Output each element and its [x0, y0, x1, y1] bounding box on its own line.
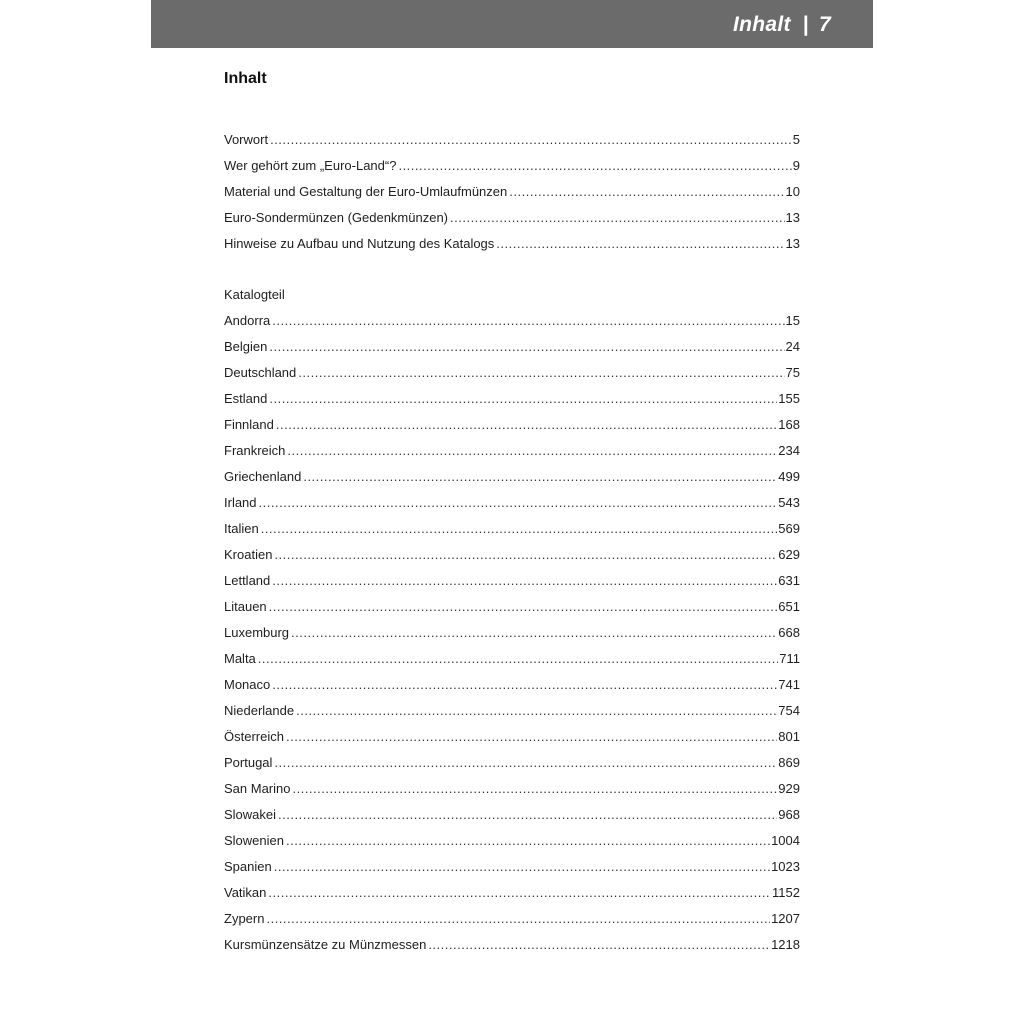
toc-entry	[224, 623, 800, 649]
toc-entry-page: 651	[778, 599, 800, 614]
toc-entry-page: 631	[778, 573, 800, 588]
toc-entry	[224, 363, 800, 389]
toc-entry-label: Lettland	[224, 573, 271, 588]
toc-entry	[224, 675, 800, 701]
toc-entry-leader	[298, 363, 784, 383]
toc-entry	[224, 337, 800, 363]
toc-entry-label: Kursmünzensätze zu Münzmessen	[224, 937, 427, 952]
toc-entry-leader	[509, 182, 784, 202]
toc-entry-leader	[274, 545, 777, 565]
toc-entry	[224, 545, 800, 571]
running-header-text	[733, 13, 831, 37]
toc-entry-label: Spanien	[224, 859, 272, 874]
toc-entry-leader	[269, 389, 777, 409]
toc-entry-page: 168	[778, 417, 800, 432]
toc-entry	[224, 779, 800, 805]
toc-entry-leader	[269, 337, 784, 357]
toc-entry	[224, 156, 800, 182]
toc-entry-page: 543	[778, 495, 800, 510]
toc-entry-page: 711	[779, 651, 800, 666]
toc-entry-page: 569	[778, 521, 800, 536]
toc-entry	[224, 441, 800, 467]
toc-entry-page: 24	[785, 339, 800, 354]
toc-entry-page: 1004	[771, 833, 800, 848]
toc-entry-page: 9	[792, 158, 800, 173]
toc-entry	[224, 415, 800, 441]
toc-intro-section	[224, 130, 800, 260]
toc-entry-label: Kroatien	[224, 547, 273, 562]
toc-entry-leader	[278, 805, 777, 825]
toc-entry	[224, 935, 800, 961]
toc-entry	[224, 805, 800, 831]
toc-entry-page: 1207	[771, 911, 800, 926]
toc-entry-page: 15	[785, 313, 800, 328]
toc-entry	[224, 519, 800, 545]
toc-entry-leader	[272, 675, 777, 695]
toc-entry	[224, 467, 800, 493]
toc-entry-label: Italien	[224, 521, 259, 536]
toc-entry-leader	[398, 156, 791, 176]
toc-entry-label: Irland	[224, 495, 257, 510]
toc-entry-label: Wer gehört zum „Euro-Land“?	[224, 158, 397, 173]
toc-catalog-section	[224, 285, 800, 961]
toc-entry-leader	[428, 935, 770, 955]
toc-entry	[224, 727, 800, 753]
toc-entry-label: Slowenien	[224, 833, 284, 848]
toc-entry-leader	[272, 311, 784, 331]
toc-entry-label: Andorra	[224, 313, 271, 328]
toc-entry-leader	[292, 779, 777, 799]
toc-entry-leader	[266, 909, 770, 929]
toc-entry-page: 1023	[771, 859, 800, 874]
toc-entry-label: Slowakei	[224, 807, 277, 822]
toc-entry-page: 869	[778, 755, 800, 770]
toc-entry-label: Vatikan	[224, 885, 267, 900]
running-header-page-number: 7	[819, 13, 831, 36]
toc-entry-label: Malta	[224, 651, 256, 666]
toc-entry-label: Euro-Sondermünzen (Gedenkmünzen)	[224, 210, 449, 225]
running-header-separator: |	[802, 13, 810, 36]
toc-entry-leader	[274, 753, 777, 773]
toc-entry-page: 754	[778, 703, 800, 718]
toc-entry-leader	[296, 701, 777, 721]
toc-entry-leader	[261, 519, 778, 539]
toc-entry-page: 1152	[772, 885, 800, 900]
toc-entry-page: 13	[785, 236, 800, 251]
toc-entry-page: 75	[785, 365, 800, 380]
toc-entry-page: 234	[778, 443, 800, 458]
toc-entry-leader	[303, 467, 777, 487]
toc-entry-leader	[258, 649, 778, 669]
toc-entry	[224, 701, 800, 727]
toc-entry-label: Finnland	[224, 417, 274, 432]
toc-entry-label: Portugal	[224, 755, 273, 770]
toc-entry-page: 741	[778, 677, 800, 692]
toc-entry-label: Deutschland	[224, 365, 297, 380]
toc-entry	[224, 130, 800, 156]
toc-entry-page: 13	[785, 210, 800, 225]
toc-entry-label: Luxemburg	[224, 625, 290, 640]
running-header-title: Inhalt	[733, 13, 791, 36]
toc-entry-leader	[268, 883, 771, 903]
toc-entry-page: 499	[778, 469, 800, 484]
toc-entry-leader	[270, 130, 792, 150]
toc-entry-label: Material und Gestaltung der Euro-Umlaufmünzen	[224, 184, 508, 199]
toc-entry	[224, 571, 800, 597]
toc-entry-label: Belgien	[224, 339, 268, 354]
toc-entry-label: San Marino	[224, 781, 291, 796]
page-title: Inhalt	[224, 70, 267, 87]
toc-entry-leader	[496, 234, 784, 254]
toc-entry-leader	[269, 597, 778, 617]
toc-entry-leader	[286, 831, 770, 851]
toc-entry-leader	[259, 493, 778, 513]
running-header	[151, 0, 873, 48]
toc-entry-page: 668	[778, 625, 800, 640]
toc-entry-leader	[291, 623, 777, 643]
toc-entry-leader	[272, 571, 777, 591]
toc-entry-label: Frankreich	[224, 443, 286, 458]
toc-entry-page: 968	[778, 807, 800, 822]
toc-entry-label: Estland	[224, 391, 268, 406]
toc-entry	[224, 649, 800, 675]
catalog-heading: Katalogteil	[224, 287, 285, 302]
toc-entry	[224, 831, 800, 857]
toc-entry-leader	[450, 208, 785, 228]
toc-entry-label: Griechenland	[224, 469, 302, 484]
toc-entry	[224, 493, 800, 519]
toc-entry-page: 10	[785, 184, 800, 199]
toc-entry-page: 929	[778, 781, 800, 796]
toc-entry-page: 629	[778, 547, 800, 562]
toc-entry-label: Zypern	[224, 911, 265, 926]
toc-entry-leader	[286, 727, 777, 747]
toc-entry-page: 1218	[771, 937, 800, 952]
toc-entry-leader	[287, 441, 777, 461]
toc-entry-leader	[276, 415, 777, 435]
toc-entry	[224, 311, 800, 337]
toc-entry-page: 155	[778, 391, 800, 406]
toc-entry	[224, 234, 800, 260]
toc-entry	[224, 597, 800, 623]
toc-entry-label: Österreich	[224, 729, 284, 744]
toc-entry-label: Hinweise zu Aufbau und Nutzung des Katalogs	[224, 236, 495, 251]
toc-entry	[224, 857, 800, 883]
toc-entry	[224, 208, 800, 234]
toc-entry	[224, 909, 800, 935]
toc-entry	[224, 389, 800, 415]
toc-entry	[224, 753, 800, 779]
toc-entry	[224, 182, 800, 208]
toc-entry-leader	[274, 857, 770, 877]
toc-entry-label: Monaco	[224, 677, 271, 692]
toc-entry-page: 5	[792, 132, 800, 147]
toc-entry	[224, 883, 800, 909]
toc-entry-label: Niederlande	[224, 703, 295, 718]
toc-entry-label: Vorwort	[224, 132, 269, 147]
toc-entry-page: 801	[778, 729, 800, 744]
toc-entry-label: Litauen	[224, 599, 267, 614]
